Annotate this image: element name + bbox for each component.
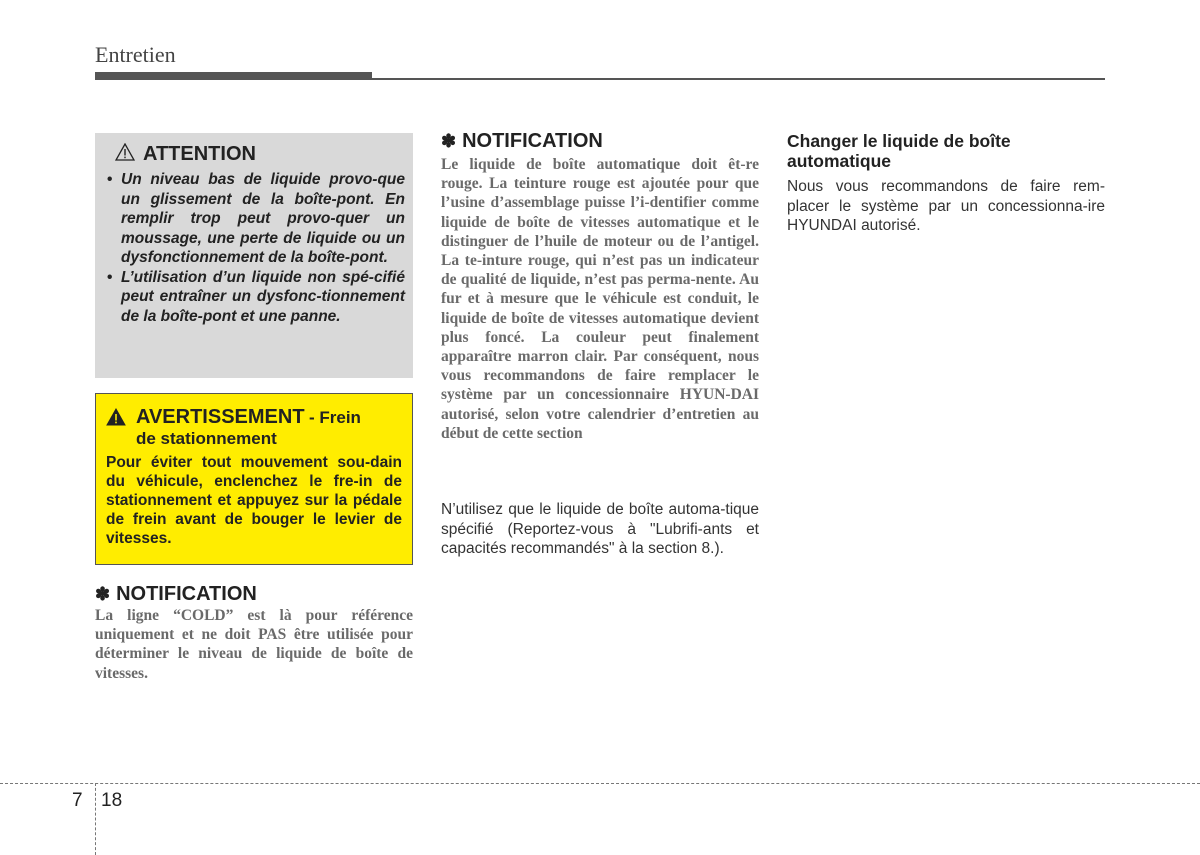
attention-title: ATTENTION (143, 143, 256, 165)
asterisk-icon: ✽ (441, 131, 457, 151)
notification-body: La ligne “COLD” est là pour référence uniquement et ne doit PAS être utilisée pour déterminer le niveau de liquide de boîte de vitesses. (95, 607, 413, 682)
notification-heading (441, 130, 759, 153)
attention-list (107, 170, 405, 326)
notification-left (95, 583, 413, 683)
notification-body: Le liquide de boîte automatique doit êt-re rouge. La teinture rouge est ajoutée pour que l’usine d’assemblage puisse l’i-dentifier comme liquide de boîte de vitesses automatique et le distinguer de l’huile de moteur ou de l’antigel. La te-inture rouge, qui n’est pas un indicateur de qualité de liquide, n’est pas perma-nente. Au fur et à mesure que le véhicule est conduit, le liquide de boîte de vitesses automatique devient plus foncé. La couleur peut finalement apparaître marron clair. Par conséquent, nous vous recommandons de faire remplacer le système par un concessionnaire HYUN-DAI autorisé, selon votre calendrier d’entretien au début de cette section (441, 156, 759, 442)
section-body: Nous vous recommandons de faire rem-placer le système par un concessionna-ire HYUNDAI autorisé. (787, 178, 1105, 234)
warning-subtitle-line: de stationnement (136, 429, 277, 448)
attention-title-row (115, 143, 405, 166)
fluid-spec-paragraph: N’utilisez que le liquide de boîte automa-tique spécifié (Reportez-vous à "Lubrifi-ants et capacités recommandés" à la section 8.). (441, 501, 759, 557)
attention-item: • Un niveau bas de liquide provo-que un glissement de la boîte-pont. En remplir trop peut provo-quer un moussage, une perte de liquide ou un dysfonctionnement de la boîte-pont. (107, 170, 405, 268)
warning-triangle-filled-icon (106, 408, 126, 431)
warning-subtitle-inline: - Frein (309, 408, 361, 427)
notification-heading (95, 583, 413, 606)
warning-body: Pour éviter tout mouvement sou-dain du véhicule, enclenchez le fre-in de stationnement et appuyez sur la pédale de frein avant de bouger le levier de vitesses. (106, 454, 402, 547)
header-rule-thin (95, 78, 1105, 80)
warning-title: AVERTISSEMENT (136, 406, 305, 428)
notification-heading-label: NOTIFICATION (462, 130, 603, 152)
footer-divider (0, 783, 1200, 784)
notification-heading-label: NOTIFICATION (116, 583, 257, 605)
warning-triangle-outline-icon (115, 143, 135, 166)
asterisk-icon: ✽ (95, 584, 111, 604)
page-number: 18 (101, 790, 123, 811)
attention-box (95, 133, 413, 378)
section-number: 7 (72, 790, 83, 811)
attention-item: • L’utilisation d’un liquide non spé-cifié peut entraîner un dysfonc-tionnement de la boîte-pont et une panne. (107, 268, 405, 327)
warning-title-block (136, 406, 361, 449)
right-column (787, 131, 1105, 236)
footer-vertical-divider (95, 783, 96, 855)
section-heading: Changer le liquide de boîte automatique (787, 131, 1011, 171)
notification-middle (441, 130, 759, 443)
page-header-title: Entretien (95, 42, 176, 67)
warning-title-row (106, 406, 402, 449)
warning-box (95, 393, 413, 565)
